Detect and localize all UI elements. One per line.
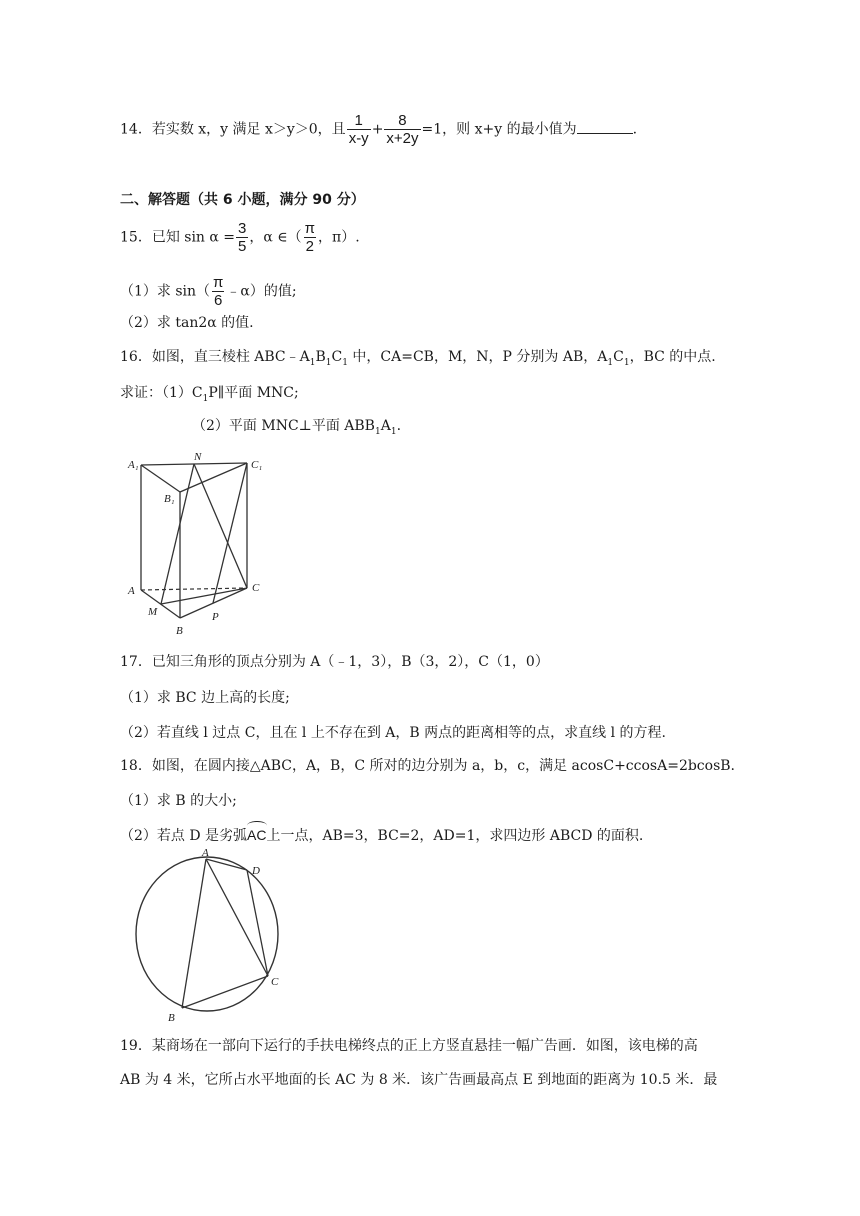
label-c1: C₁ <box>251 459 263 471</box>
q16-text: 求证：（1）C <box>120 385 203 401</box>
arc-ac: AC <box>247 827 267 843</box>
segment-mc <box>161 588 247 604</box>
fraction-pi-over-2 <box>303 220 317 255</box>
answer-blank[interactable] <box>577 119 633 134</box>
subscript: 1 <box>202 393 209 404</box>
label-p: P <box>212 611 219 623</box>
subscript: 1 <box>325 357 332 368</box>
question-18-part-1: （1）求 B 的大小; <box>120 793 237 809</box>
label-a: A <box>202 848 209 859</box>
denominator: x-y <box>348 130 369 147</box>
numerator: 3 <box>238 220 247 237</box>
segment-dc <box>247 870 268 976</box>
edge-a1b1 <box>141 465 180 492</box>
question-15-part-2: （2）求 tan2α 的值. <box>120 315 254 331</box>
denominator: 5 <box>238 238 247 255</box>
label-m: M <box>148 606 158 618</box>
segment-ad <box>206 859 247 870</box>
label-d: D <box>252 865 260 877</box>
circle-figure <box>130 848 290 1028</box>
q16-text: C <box>613 349 624 365</box>
label-b1: B₁ <box>164 493 175 505</box>
q16-text: （2）平面 MNC⊥平面 ABB <box>192 418 375 434</box>
denominator: 2 <box>305 238 314 255</box>
segment-mn <box>161 464 194 604</box>
plus-sign: + <box>371 121 384 138</box>
q16-text: B <box>315 349 326 365</box>
fraction-8-over-x-plus-2y <box>384 112 420 147</box>
subscript: 1 <box>623 357 630 368</box>
label-b: B <box>168 1012 175 1024</box>
q15-p1-prefix: （1）求 sin（ <box>120 283 211 300</box>
label-a: A <box>128 585 135 597</box>
period: . <box>632 121 638 138</box>
circumcircle <box>136 857 278 1011</box>
q16-text: C <box>331 349 343 365</box>
q14-prefix: 14．若实数 x，y 满足 x＞y＞0，且 <box>120 121 346 138</box>
numerator: 8 <box>398 112 407 129</box>
label-b: B <box>176 625 183 637</box>
q14-suffix: =1，则 x+y 的最小值为 <box>421 121 577 138</box>
question-15 <box>120 220 360 255</box>
q15-end: ，π）. <box>318 229 360 246</box>
segment-ab <box>182 859 206 1008</box>
question-18: 18．如图，在圆内接△ABC，A，B，C 所对的边分别为 a，b，c，满足 acosC+ccosA=2bcosB. <box>120 758 736 774</box>
q15-mid: ，α ∈（ <box>249 229 302 246</box>
segment-bc <box>182 976 268 1008</box>
question-17-part-2: （2）若直线 l 过点 C，且在 l 上不存在到 A，B 两点的距离相等的点，求直线 l 的方程. <box>120 725 666 741</box>
question-16-proof-2 <box>192 416 401 442</box>
subscript: 1 <box>342 357 348 368</box>
question-17: 17．已知三角形的顶点分别为 A（﹣1，3），B（3，2），C（1，0） <box>120 654 549 670</box>
edge-ab <box>141 590 180 618</box>
question-19: 19．某商场在一部向下运行的手扶电梯终点的正上方竖直悬挂一幅广告画．如图，该电梯的高 <box>120 1038 698 1054</box>
label-a1: A₁ <box>128 459 139 471</box>
denominator: x+2y <box>386 130 419 147</box>
fraction-1-over-x-minus-y <box>347 112 371 147</box>
q16-text: 16．如图，直三棱柱 ABC﹣A <box>120 349 310 365</box>
label-n: N <box>194 451 202 463</box>
segment-c1p <box>213 463 247 603</box>
fraction-pi-over-6 <box>211 274 225 309</box>
denominator: 6 <box>214 292 223 309</box>
fraction-3-over-5 <box>236 220 248 255</box>
q16-text: ，BC 的中点. <box>629 349 716 365</box>
edge-b1c1 <box>180 463 247 492</box>
section-heading: 二、解答题（共 6 小题，满分 90 分） <box>120 192 365 208</box>
question-16-proof-1 <box>120 383 299 409</box>
question-15-part-1 <box>120 274 297 309</box>
label-c: C <box>252 582 260 594</box>
numerator: π <box>213 274 224 291</box>
q15-p1-end: ﹣α）的值; <box>226 283 297 300</box>
q16-text: 中，CA=CB，M，N，P 分别为 AB，A <box>347 349 608 365</box>
subscript: 1 <box>390 426 397 437</box>
question-16 <box>120 347 716 373</box>
hidden-edge-ac <box>141 588 247 590</box>
numerator: 1 <box>354 112 363 129</box>
q18-text: 上一点，AB=3，BC=2，AD=1，求四边形 ABCD 的面积. <box>266 828 644 844</box>
question-19-cont: AB 为 4 米，它所占水平地面的长 AC 为 8 米．该广告画最高点 E 到地面的距离为 10.5 米．最 <box>120 1072 718 1088</box>
label-c: C <box>271 976 279 988</box>
subscript: 1 <box>309 357 316 368</box>
subscript: 1 <box>374 426 381 437</box>
q16-text: A <box>380 418 391 434</box>
q16-text: . <box>396 418 402 434</box>
q18-text: （2）若点 D 是劣弧 <box>120 828 248 844</box>
numerator: π <box>304 220 316 237</box>
subscript: 1 <box>607 357 614 368</box>
question-18-part-2 <box>120 825 643 846</box>
q16-text: P∥平面 MNC; <box>208 385 299 401</box>
question-17-part-1: （1）求 BC 边上高的长度; <box>120 690 290 706</box>
prism-figure <box>120 450 280 640</box>
question-14 <box>120 112 637 147</box>
q15-prefix: 15．已知 sin α = <box>120 229 236 246</box>
